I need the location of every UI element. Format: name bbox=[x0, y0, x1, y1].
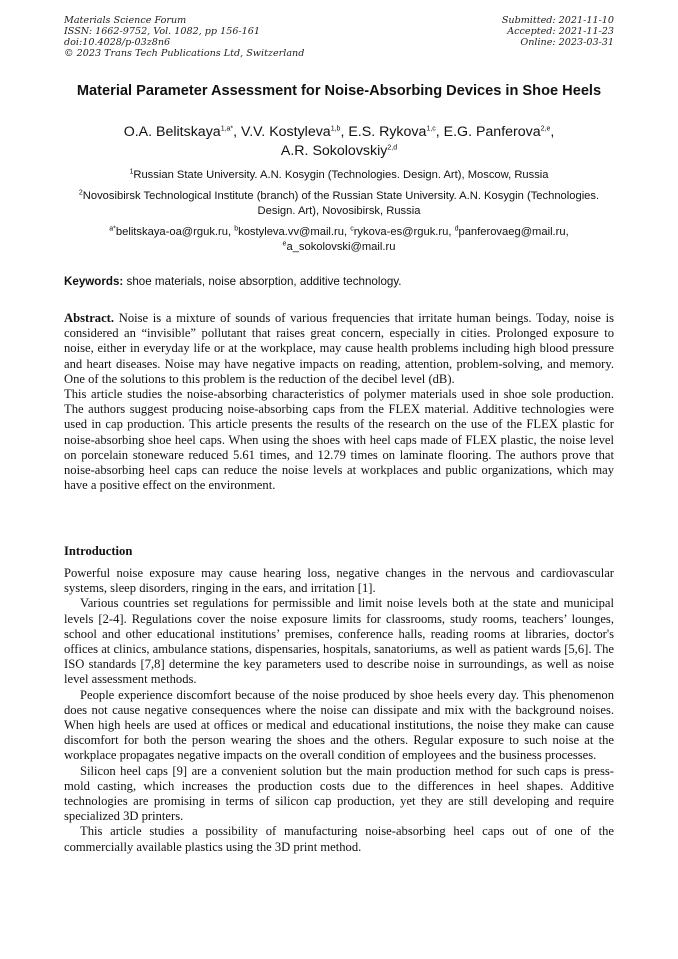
author-name: E.G. Panferova bbox=[443, 124, 541, 140]
email-mark: a* bbox=[109, 225, 116, 233]
email-mark: d bbox=[454, 225, 459, 233]
online-date: Online: 2023-03-31 bbox=[520, 37, 614, 48]
body-paragraph: Various countries set regulations for permissible and limit noise levels both at the state and municipal levels [2-4]. Regulations cover the noise exposure limits for classrooms, study rooms, teachers’ lounges, school and other educational institutions’ premises, conference halls, reading rooms at libraries, doctor's offices at clinics, ambulance stations, dispensaries, hospitals, sanatoriums, as well as patient wards [5,6]. The ISO standards [7,8] determine the key parameters used to describe noise in surroundings, as well as noise level assessment methods. bbox=[64, 596, 614, 687]
keywords-label: Keywords: bbox=[64, 275, 124, 288]
email-link[interactable]: a_sokolovski@mail.ru bbox=[286, 240, 396, 253]
keywords-text: shoe materials, noise absorption, additive technology. bbox=[126, 275, 402, 288]
email-link[interactable]: kostyleva.vv@mail.ru bbox=[238, 226, 344, 238]
email-mark: e bbox=[282, 239, 287, 247]
affiliation-text: Russian State University. A.N. Kosygin (Technologies. Design. Art), Moscow, Russia bbox=[133, 169, 549, 181]
journal-doi: doi:10.4028/p-03z8n6 bbox=[64, 37, 171, 48]
affiliation-mark: 1 bbox=[129, 168, 134, 176]
email-link[interactable]: panferovaeg@mail.ru bbox=[458, 226, 566, 238]
keywords bbox=[64, 274, 614, 289]
author-affiliation-mark: 1,c bbox=[426, 125, 436, 133]
email-mark: b bbox=[234, 225, 239, 233]
author-affiliation-mark: 2,d bbox=[387, 144, 398, 152]
journal-name: Materials Science Forum bbox=[64, 15, 187, 26]
journal-issn: ISSN: 1662-9752, Vol. 1082, pp 156-161 bbox=[64, 26, 260, 37]
body-paragraph: People experience discomfort because of the noise produced by shoe heels every day. This phenomenon does not cause negative consequences where the noise can dissipate and mix with the background noises. When high heels are used at offices or medical and educational institutions, the noise they make can cause discomfort for both the person wearing the shoes and the others. Regular exposure to such noise at the workplace propagates negative impacts on the overall condition of employees and the business processes. bbox=[64, 687, 614, 763]
author-emails: $^{a*}$belitskaya-oa@rguk.ru, $^b$kostyleva.vv@mail.ru, $^c$rykova-es@rguk.ru, $^d$panferovaeg@mail.ru, $^e$a_sokolovski@mail.ru bbox=[109, 225, 569, 253]
accepted-date: Accepted: 2021-11-23 bbox=[507, 26, 614, 37]
body-paragraph: Silicon heel caps [9] are a convenient solution but the main production method for such caps is press-mold casting, which increases the production costs due to the differences in heel shapes. Additive technologies are promising in terms of silicon cap production, yet they are still developing and require specialized 3D printers. bbox=[64, 763, 614, 824]
author-list: O.A. Belitskaya$^{1,a*}$, V.V. Kostyleva$^{1,b}$, E.S. Rykova$^{1,c}$, E.G. Panferova$^{2,e}$, A.R. Sokolovskiy$^{2,d}$ bbox=[123, 124, 555, 159]
affiliation-2 bbox=[64, 189, 614, 218]
author-name: O.A. Belitskaya bbox=[123, 124, 221, 140]
author-affiliation-mark: 1,a* bbox=[220, 125, 234, 133]
journal-info bbox=[64, 15, 304, 59]
abstract-text: Noise is a mixture of sounds of various frequencies that irritate human beings. Today, noise is considered an “invisible” pollutant that raises great concern, especially in cities. Prolonged exposure to noise, either in everyday life or at the workplace, may cause health problems including high blood pressure and heart diseases. Noise may have negative impacts on reading, attention, problem-solving, and memory. One of the solutions to this problem is the reduction of the decibel level (dB). bbox=[64, 311, 614, 386]
author-affiliation-mark: 1,b bbox=[330, 125, 341, 133]
abstract-paragraph: This article studies the noise-absorbing characteristics of polymer materials used in shoe sole production. The authors suggest producing noise-absorbing caps from the FLEX material. Additive technologies were used in cap production. This article presents the results of the research on the use of the FLEX plastic for noise-absorbing shoe heel caps. When using the shoes with heel caps made of FLEX plastic, the noise level on porcelain stoneware reduced 5.61 times, and 12.79 times on laminate flooring. The authors prove that noise-absorbing heel caps can reduce the noise levels at workplaces and public organizations, which may have a positive effect on the environment. bbox=[64, 387, 614, 493]
email-link[interactable]: rykova-es@rguk.ru bbox=[353, 226, 449, 238]
body-paragraph: Powerful noise exposure may cause hearing loss, negative changes in the nervous and cardiovascular systems, sleep disorders, ringing in the ears, and irritation [1]. bbox=[64, 566, 614, 596]
body-paragraph: This article studies a possibility of manufacturing noise-absorbing heel caps out of one of the commercially available plastics using the 3D print method. bbox=[64, 824, 614, 854]
abstract-paragraph bbox=[64, 311, 614, 387]
abstract-label: Abstract. bbox=[64, 311, 115, 325]
author-name: E.S. Rykova bbox=[348, 124, 427, 140]
abstract bbox=[64, 311, 614, 493]
affiliation-text: Novosibirsk Technological Institute (branch) of the Russian State University. A.N. Kosygin (Technologies. Design. Art), Novosibirsk, Russia bbox=[82, 190, 600, 217]
author-affiliation-mark: 2,e bbox=[540, 125, 551, 133]
section-heading-introduction: Introduction bbox=[64, 544, 133, 558]
email-mark: c bbox=[350, 225, 354, 233]
affiliation-mark: 2 bbox=[78, 189, 83, 197]
author-name: V.V. Kostyleva bbox=[241, 124, 331, 140]
email-link[interactable]: belitskaya-oa@rguk.ru bbox=[115, 226, 228, 238]
journal-copyright: © 2023 Trans Tech Publications Ltd, Switzerland bbox=[64, 48, 305, 59]
affiliation-1 bbox=[64, 168, 614, 183]
submitted-date: Submitted: 2021-11-10 bbox=[501, 15, 614, 26]
author-name: A.R. Sokolovskiy bbox=[280, 143, 388, 159]
submission-dates bbox=[502, 15, 614, 48]
introduction-body bbox=[64, 566, 614, 855]
paper-title: Material Parameter Assessment for Noise-Absorbing Devices in Shoe Heels bbox=[76, 83, 602, 99]
